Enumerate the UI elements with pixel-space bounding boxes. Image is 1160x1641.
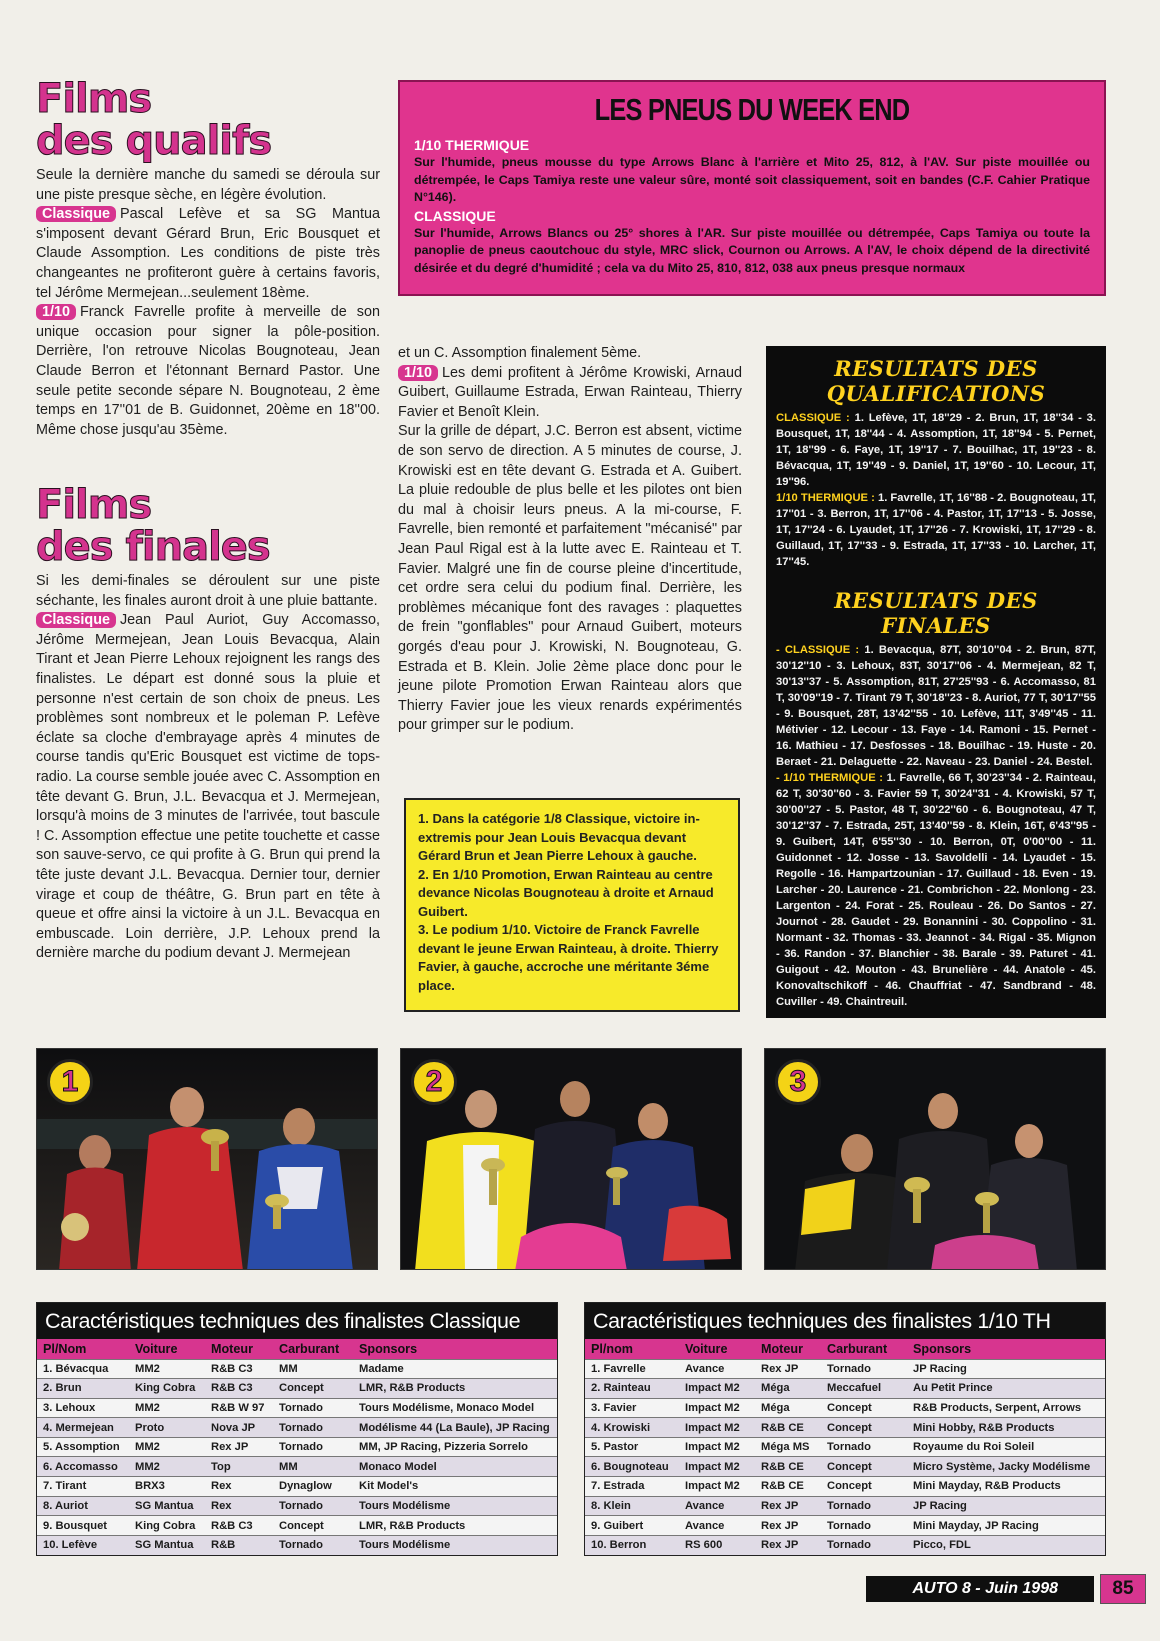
table-cell: Impact M2 bbox=[679, 1379, 755, 1399]
results-qualifs-label-classique: CLASSIQUE : bbox=[776, 412, 850, 424]
table-cell: BRX3 bbox=[129, 1477, 205, 1497]
table-classique-grid bbox=[37, 1339, 557, 1555]
table-cell: Tornado bbox=[273, 1437, 353, 1457]
table-row bbox=[37, 1359, 557, 1379]
table-cell: Picco, FDL bbox=[907, 1535, 1105, 1555]
finales-110-text: Les demi profitent à Jérôme Krowiski, Arnaud Guibert, Guillaume Estrada, Erwan Rainteau, Thierry Favier et Benoît Klein. bbox=[398, 364, 742, 420]
table-cell: R&B C3 bbox=[205, 1516, 273, 1536]
table-cell: 10. Berron bbox=[585, 1535, 679, 1555]
table-cell: 7. Estrada bbox=[585, 1477, 679, 1497]
table-cell: LMR, R&B Products bbox=[353, 1516, 557, 1536]
table-row bbox=[37, 1457, 557, 1477]
table-cell: Tornado bbox=[821, 1535, 907, 1555]
finales-intro: Si les demi-finales se déroulent sur une piste séchante, les finales auront droit à une pluie battante. bbox=[36, 573, 380, 609]
finales-section bbox=[36, 484, 380, 964]
pneus-classique-text: Sur l'humide, Arrows Blancs ou 25° shores à l'AR. Sur piste mouillée ou détrempée, Caps Tamiya ou toute la panoplie de pneus caoutchouc du style, MRC slick, Cournon ou Arrows. A l'AV, le choix dépend de la directivité désirée et du degré d'humidité ; cela va du Mito 25, 810, 812, 038 aux pneus presque normaux bbox=[414, 225, 1090, 275]
tag-110: 1/10 bbox=[398, 365, 438, 381]
table-row bbox=[585, 1516, 1105, 1536]
table-cell: Royaume du Roi Soleil bbox=[907, 1437, 1105, 1457]
table-cell: Rex JP bbox=[205, 1437, 273, 1457]
column-header: Carburant bbox=[821, 1339, 907, 1359]
table-cell: Mini Mayday, JP Racing bbox=[907, 1516, 1105, 1536]
table-row bbox=[585, 1379, 1105, 1399]
results-box bbox=[766, 346, 1106, 1018]
qualifs-110-paragraph bbox=[36, 303, 380, 440]
table-row bbox=[585, 1457, 1105, 1477]
table-cell: Concept bbox=[821, 1418, 907, 1438]
podium-photo-3 bbox=[764, 1048, 1106, 1270]
table-cell: Tours Modélisme, Monaco Model bbox=[353, 1398, 557, 1418]
classique-tag: Classique bbox=[36, 206, 116, 222]
table-cell: Avance bbox=[679, 1496, 755, 1516]
qualifs-title-line1: Films bbox=[36, 76, 152, 122]
results-finales-title: RESULTATS DES FINALES bbox=[834, 588, 1038, 638]
table-cell: Kit Model's bbox=[353, 1477, 557, 1497]
qualifs-section bbox=[36, 78, 380, 440]
table-cell: King Cobra bbox=[129, 1516, 205, 1536]
column-header: Moteur bbox=[755, 1339, 821, 1359]
column-header: Moteur bbox=[205, 1339, 273, 1359]
pneus-thermique-text: Sur l'humide, pneus mousse du type Arrows Blanc à l'arrière et Mito 25, 812, à l'AV. Sur piste mouillée ou détrempée, le Caps Tamiya reste une valeur sûre, monté soit classiquement, soit en bandes (C.F. Cahier Pratique N°146). bbox=[414, 155, 1090, 205]
table-cell: 4. Krowiski bbox=[585, 1418, 679, 1438]
table-cell: R&B C3 bbox=[205, 1359, 273, 1379]
table-cell: 1. Bévacqua bbox=[37, 1359, 129, 1379]
table-cell: Dynaglow bbox=[273, 1477, 353, 1497]
table-cell: Rex bbox=[205, 1477, 273, 1497]
table-cell: Au Petit Prince bbox=[907, 1379, 1105, 1399]
table-cell: Concept bbox=[821, 1457, 907, 1477]
table-cell: Impact M2 bbox=[679, 1418, 755, 1438]
table-cell: MM2 bbox=[129, 1398, 205, 1418]
table-cell: Micro Système, Jacky Modélisme bbox=[907, 1457, 1105, 1477]
table-cell: R&B C3 bbox=[205, 1379, 273, 1399]
table-cell: 7. Tirant bbox=[37, 1477, 129, 1497]
table-row bbox=[37, 1398, 557, 1418]
podium-photo-1 bbox=[36, 1048, 378, 1270]
finales-title-line1: Films bbox=[36, 482, 152, 528]
table-cell: R&B Products, Serpent, Arrows bbox=[907, 1398, 1105, 1418]
table-cell: Rex JP bbox=[755, 1516, 821, 1536]
table-cell: Mini Hobby, R&B Products bbox=[907, 1418, 1105, 1438]
table-cell: 3. Lehoux bbox=[37, 1398, 129, 1418]
table-row bbox=[37, 1379, 557, 1399]
table-row bbox=[37, 1535, 557, 1555]
table-row bbox=[585, 1496, 1105, 1516]
table-row bbox=[585, 1437, 1105, 1457]
table-cell: MM, JP Racing, Pizzeria Sorrelo bbox=[353, 1437, 557, 1457]
table-header-row bbox=[585, 1339, 1105, 1359]
results-qualifs-text bbox=[776, 410, 1096, 570]
table-cell: R&B W 97 bbox=[205, 1398, 273, 1418]
table-cell: JP Racing bbox=[907, 1359, 1105, 1379]
table-cell: Madame bbox=[353, 1359, 557, 1379]
podium-badge-2: 2 bbox=[411, 1059, 457, 1105]
table-cell: 6. Bougnoteau bbox=[585, 1457, 679, 1477]
tag-110: 1/10 bbox=[36, 304, 76, 320]
podium-badge-1: 1 bbox=[47, 1059, 93, 1105]
table-cell: 5. Pastor bbox=[585, 1437, 679, 1457]
table-cell: LMR, R&B Products bbox=[353, 1379, 557, 1399]
table-cell: 8. Klein bbox=[585, 1496, 679, 1516]
results-finales-thermique: 1. Favrelle, 66 T, 30'23''34 - 2. Rainteau, 62 T, 30'30''60 - 3. Favier 59 T, 30'24''31 - 4. Krowiski, 57 T, 30'00''27 - 5. Pastor, 48 T, 30'22''60 - 6. Bougnoteau, 47 T, 30'12''37 - 7. Estrada, 25T, 13'40''59 - 8. Klein, 16T, 6'43''95 - 9. Guibert, 14T, 6'55''30 - 10. Berron, 0T, 0'00''00 - 11. Guidonnet - 12. Josse - 13. Savoldelli - 14. Lyaudet - 15. Regolle - 16. Hampartzounian - 17. Guillaud - 18. Even - 19. Larcher - 20. Laurence - 21. Combrichon - 22. Monlong - 23. Largenton - 24. Forat - 25. Rouleau - 26. Do Santos - 27. Journot - 28. Gaudet - 29. Bonannini - 30. Coppolino - 31. Normant - 32. Thomas - 33. Jeannot - 34. Rigal - 35. Mignon - 36. Randon - 37. Blanchier - 38. Barale - 39. Paturet - 41. Guigout - 42. Mouton - 43. Brunelière - 44. Anatole - 45. Konovaltschikoff - 46. Chauffriat - 47. Sandbrand - 48. Cuviller - 49. Chaintreuil. bbox=[776, 772, 1097, 1008]
table-cell: Proto bbox=[129, 1418, 205, 1438]
table-cell: Tours Modélisme bbox=[353, 1496, 557, 1516]
caption-3: 3. Le podium 1/10. Victoire de Franck Favrelle devant le jeune Erwan Rainteau, à droite. Thierry Favier, à gauche, accroche une méritante 3éme place. bbox=[418, 922, 719, 993]
column-header: Sponsors bbox=[353, 1339, 557, 1359]
qualifs-body bbox=[36, 166, 380, 440]
table-cell: Tornado bbox=[821, 1359, 907, 1379]
table-cell: 5. Assomption bbox=[37, 1437, 129, 1457]
footer-magazine-bar: AUTO 8 - Juin 1998 bbox=[866, 1576, 1094, 1602]
column-header: Pl/Nom bbox=[37, 1339, 129, 1359]
pneus-thermique-heading: 1/10 THERMIQUE bbox=[414, 137, 530, 153]
table-header-row bbox=[37, 1339, 557, 1359]
table-cell: Nova JP bbox=[205, 1418, 273, 1438]
table-cell: R&B CE bbox=[755, 1477, 821, 1497]
pneus-box bbox=[398, 80, 1106, 296]
qualifs-title-line2: des qualifs bbox=[36, 118, 272, 164]
table-cell: R&B CE bbox=[755, 1418, 821, 1438]
table-cell: 9. Guibert bbox=[585, 1516, 679, 1536]
results-finales-text bbox=[776, 642, 1096, 1010]
table-row bbox=[37, 1418, 557, 1438]
table-row bbox=[37, 1496, 557, 1516]
table-cell: Tornado bbox=[821, 1496, 907, 1516]
table-cell: Modélisme 44 (La Baule), JP Racing bbox=[353, 1418, 557, 1438]
caption-2: 2. En 1/10 Promotion, Erwan Rainteau au centre devance Nicolas Bougnoteau à droite et Arnaud Guibert. bbox=[418, 866, 714, 919]
table-cell: Rex JP bbox=[755, 1535, 821, 1555]
finales-classique-paragraph bbox=[36, 611, 380, 964]
table-cell: MM bbox=[273, 1359, 353, 1379]
podium-badge-3: 3 bbox=[775, 1059, 821, 1105]
table-row bbox=[585, 1418, 1105, 1438]
table-cell: Méga MS bbox=[755, 1437, 821, 1457]
table-row bbox=[37, 1437, 557, 1457]
results-qualifs-title: RESULTATS DES QUALIFICATIONS bbox=[826, 356, 1046, 406]
column-header: Voiture bbox=[129, 1339, 205, 1359]
table-row bbox=[585, 1535, 1105, 1555]
finales-classique-text: Jean Paul Auriot, Guy Accomasso, Jérôme Mermejean, Jean Louis Bevacqua, Alain Tirant et Jean Pierre Lehoux rejoignent les rangs des finalistes. Le départ est donné sous la pluie et personne n'est certain de son choix de pneus. Les problèmes sont nombreux et le poleman P. Lefève éclate sa cloche d'embrayage après 4 minutes de course tandis qu'Eric Bousquet est victime de tops-radio. La course semble jouée avec C. Assomption en tête devant G. Brun, J.L. Bevacqua et J. Mermejean, lorsqu'à moins de 3 minutes de l'arrivée, tout bascule ! C. Assomption effectue une petite touchette et casse son sauve-servo, ce qui profite à G. Brun qui prend la tête juste devant J.L. Bevacqua. Dernier tour, dernier virage et coup de théâtre, G. Brun part en tête à queue et offre ainsi la victoire à un J.L. Bevacqua en embuscade. Loin derrière, J.P. Lehoux prend la dernière marche du podium devant J. Mermejean bbox=[36, 612, 380, 962]
column-header: Carburant bbox=[273, 1339, 353, 1359]
results-finales-label-thermique: - 1/10 THERMIQUE : bbox=[776, 772, 883, 784]
table-cell: Tornado bbox=[821, 1516, 907, 1536]
column-header: Sponsors bbox=[907, 1339, 1105, 1359]
table-cell: MM bbox=[273, 1457, 353, 1477]
table-cell: Monaco Model bbox=[353, 1457, 557, 1477]
table-classique bbox=[36, 1302, 558, 1556]
table-cell: Tornado bbox=[273, 1496, 353, 1516]
table-row bbox=[37, 1477, 557, 1497]
table-cell: Meccafuel bbox=[821, 1379, 907, 1399]
table-110 bbox=[584, 1302, 1106, 1556]
table-cell: Méga bbox=[755, 1379, 821, 1399]
column-header: Pl/nom bbox=[585, 1339, 679, 1359]
table-cell: Tornado bbox=[273, 1535, 353, 1555]
table-classique-title: Caractéristiques techniques des finalistes Classique bbox=[37, 1303, 557, 1339]
table-cell: 2. Rainteau bbox=[585, 1379, 679, 1399]
table-cell: Concept bbox=[273, 1516, 353, 1536]
caption-1: 1. Dans la catégorie 1/8 Classique, victoire in-extremis pour Jean Louis Bevacqua devant Gérard Brun et Jean Pierre Lehoux à gauche. bbox=[418, 811, 700, 863]
table-cell: JP Racing bbox=[907, 1496, 1105, 1516]
pneus-title: LES PNEUS DU WEEK END bbox=[594, 92, 910, 127]
finales-continued: et un C. Assomption finalement 5ème. bbox=[398, 345, 642, 361]
results-qualifs-thermique: 1. Favrelle, 1T, 16''88 - 2. Bougnoteau, 1T, 17''01 - 3. Berron, 1T, 17''06 - 4. Pastor, 1T, 17''13 - 5. Josse, 1T, 17''24 - 6. Lyaudet, 1T, 17''26 - 7. Krowiski, 1T, 17''29 - 8. Guillaud, 1T, 17''33 - 9. Estrada, 1T, 17''33 - 10. Larcher, 1T, 17''45. bbox=[776, 492, 1096, 568]
table-cell: R&B CE bbox=[755, 1457, 821, 1477]
table-cell: SG Mantua bbox=[129, 1535, 205, 1555]
table-cell: Tours Modélisme bbox=[353, 1535, 557, 1555]
table-110-title: Caractéristiques techniques des finalistes 1/10 TH bbox=[585, 1303, 1105, 1339]
qualifs-classique-paragraph bbox=[36, 205, 380, 303]
finales-title-line2: des finales bbox=[36, 524, 270, 570]
table-cell: Top bbox=[205, 1457, 273, 1477]
table-cell: Rex bbox=[205, 1496, 273, 1516]
results-finales-classique: 1. Bevacqua, 87T, 30'10''04 - 2. Brun, 87T, 30'12''10 - 3. Lehoux, 83T, 30'17''06 - 4. Mermejean, 82 T, 30'13''37 - 5. Assomption, 81T, 27'25''93 - 6. Accomasso, 81 T, 30'09''19 - 7. Tirant 79 T, 30'18''23 - 8. Auriot, 77 T, 30'17''55 - 9. Bousquet, 28T, 13'42''55 - 10. Lefève, 11T, 3'49''45 - 11. Métivier - 12. Lecour - 13. Faye - 14. Ramoni - 15. Pernet - 16. Mathieu - 17. Desfosses - 18. Bouilhac - 19. Huste - 20. Beraet - 21. Delaguette - 22. Naveau - 23. Daniel - 24. Bestel. bbox=[776, 644, 1097, 768]
table-cell: R&B bbox=[205, 1535, 273, 1555]
qualifs-110-text: Franck Favrelle profite à merveille de son unique occasion pour signer la pôle-position. Derrière, l'on retrouve Nicolas Bougnoteau, Jean Claude Berron et l'étonnant Bernard Pastor. Une seule petite seconde sépare N. Bougnoteau, 2 ème temps en 17''01 de B. Guidonnet, 20ème en 18''00. Même chose jusqu'au 35ème. bbox=[36, 304, 380, 438]
table-cell: Avance bbox=[679, 1516, 755, 1536]
table-row bbox=[585, 1398, 1105, 1418]
table-cell: 4. Mermejean bbox=[37, 1418, 129, 1438]
podium-photo-2 bbox=[400, 1048, 742, 1270]
table-cell: RS 600 bbox=[679, 1535, 755, 1555]
table-cell: Tornado bbox=[273, 1418, 353, 1438]
table-row bbox=[37, 1516, 557, 1536]
finales-body bbox=[36, 572, 380, 964]
classique-tag: Classique bbox=[36, 612, 116, 628]
table-cell: Tornado bbox=[273, 1398, 353, 1418]
table-cell: Impact M2 bbox=[679, 1437, 755, 1457]
finales-middle-column bbox=[398, 344, 742, 736]
results-qualifs-label-thermique: 1/10 THERMIQUE : bbox=[776, 492, 875, 504]
table-cell: Rex JP bbox=[755, 1496, 821, 1516]
table-row bbox=[585, 1477, 1105, 1497]
table-cell: Concept bbox=[821, 1398, 907, 1418]
table-cell: 6. Accomasso bbox=[37, 1457, 129, 1477]
table-cell: SG Mantua bbox=[129, 1496, 205, 1516]
finales-110-text-b: Sur la grille de départ, J.C. Berron est absent, victime de son servo de direction. A 5 minutes de course, J. Krowiski est en tête devant G. Estrada et A. Guibert. La pluie redouble de plus belle et les pilotes ont bien du mal à choisir leurs pneus. A la mi-course, F. Favrelle, bien remonté et parfaitement "mécanisé" par Jean Paul Rigal est à la lutte avec E. Rainteau et T. Favier. Malgré une fin de course pleine d'incertitude, cet ordre sera celui du podium final. Derrière, les problèmes mécanique font des ravages : plaquettes de frein "gonflables" pour Arnaud Guibert, moteurs gorgés d'eau pour J. Krowiski, N. Bougnoteau, G. Estrada et B. Klein. Jolie 2ème place donc pour le jeune pilote Promotion Erwan Rainteau alors que Thierry Favier joue les vieux renards expérimentés pour grimper sur le podium. bbox=[398, 423, 742, 734]
qualifs-classique-text: Pascal Lefève et sa SG Mantua s'imposent devant Gérard Brun, Eric Bousquet et Claude Assomption. Les conditions de piste très changeantes ne profiteront guère à certains favoris, tel Jérôme Mermejean...seulement 18ème. bbox=[36, 206, 380, 301]
page-number: 85 bbox=[1100, 1574, 1146, 1604]
column-header: Voiture bbox=[679, 1339, 755, 1359]
table-110-grid bbox=[585, 1339, 1105, 1555]
table-cell: Mini Mayday, R&B Products bbox=[907, 1477, 1105, 1497]
pneus-classique-heading: CLASSIQUE bbox=[414, 207, 496, 224]
table-cell: Concept bbox=[821, 1477, 907, 1497]
photo-caption-box bbox=[404, 798, 740, 1012]
table-cell: 2. Brun bbox=[37, 1379, 129, 1399]
table-cell: Impact M2 bbox=[679, 1457, 755, 1477]
qualifs-title bbox=[36, 78, 380, 162]
table-cell: 10. Lefève bbox=[37, 1535, 129, 1555]
results-qualifs-classique: 1. Lefève, 1T, 18''29 - 2. Brun, 1T, 18''34 - 3. Bousquet, 1T, 18''44 - 4. Assomption, 1T, 18''94 - 5. Pernet, 1T, 18''99 - 6. Faye, 1T, 19''17 - 7. Bouilhac, 1T, 19''23 - 8. Bévacqua, 1T, 19''49 - 9. Daniel, 1T, 19''60 - 10. Lecour, 1T, 19''96. bbox=[776, 412, 1096, 488]
table-cell: Concept bbox=[273, 1379, 353, 1399]
table-cell: Tornado bbox=[821, 1437, 907, 1457]
table-cell: MM2 bbox=[129, 1437, 205, 1457]
table-cell: MM2 bbox=[129, 1457, 205, 1477]
table-cell: Impact M2 bbox=[679, 1477, 755, 1497]
table-cell: MM2 bbox=[129, 1359, 205, 1379]
table-cell: Méga bbox=[755, 1398, 821, 1418]
table-cell: 9. Bousquet bbox=[37, 1516, 129, 1536]
table-cell: 8. Auriot bbox=[37, 1496, 129, 1516]
qualifs-intro: Seule la dernière manche du samedi se déroula sur une piste presque sèche, en légère évolution. bbox=[36, 167, 380, 203]
table-cell: King Cobra bbox=[129, 1379, 205, 1399]
table-cell: 3. Favier bbox=[585, 1398, 679, 1418]
results-finales-label-classique: - CLASSIQUE : bbox=[776, 644, 860, 656]
table-cell: Avance bbox=[679, 1359, 755, 1379]
table-cell: Impact M2 bbox=[679, 1398, 755, 1418]
finales-title bbox=[36, 484, 380, 568]
table-cell: Rex JP bbox=[755, 1359, 821, 1379]
finales-110-paragraph bbox=[398, 364, 742, 423]
table-row bbox=[585, 1359, 1105, 1379]
table-cell: 1. Favrelle bbox=[585, 1359, 679, 1379]
